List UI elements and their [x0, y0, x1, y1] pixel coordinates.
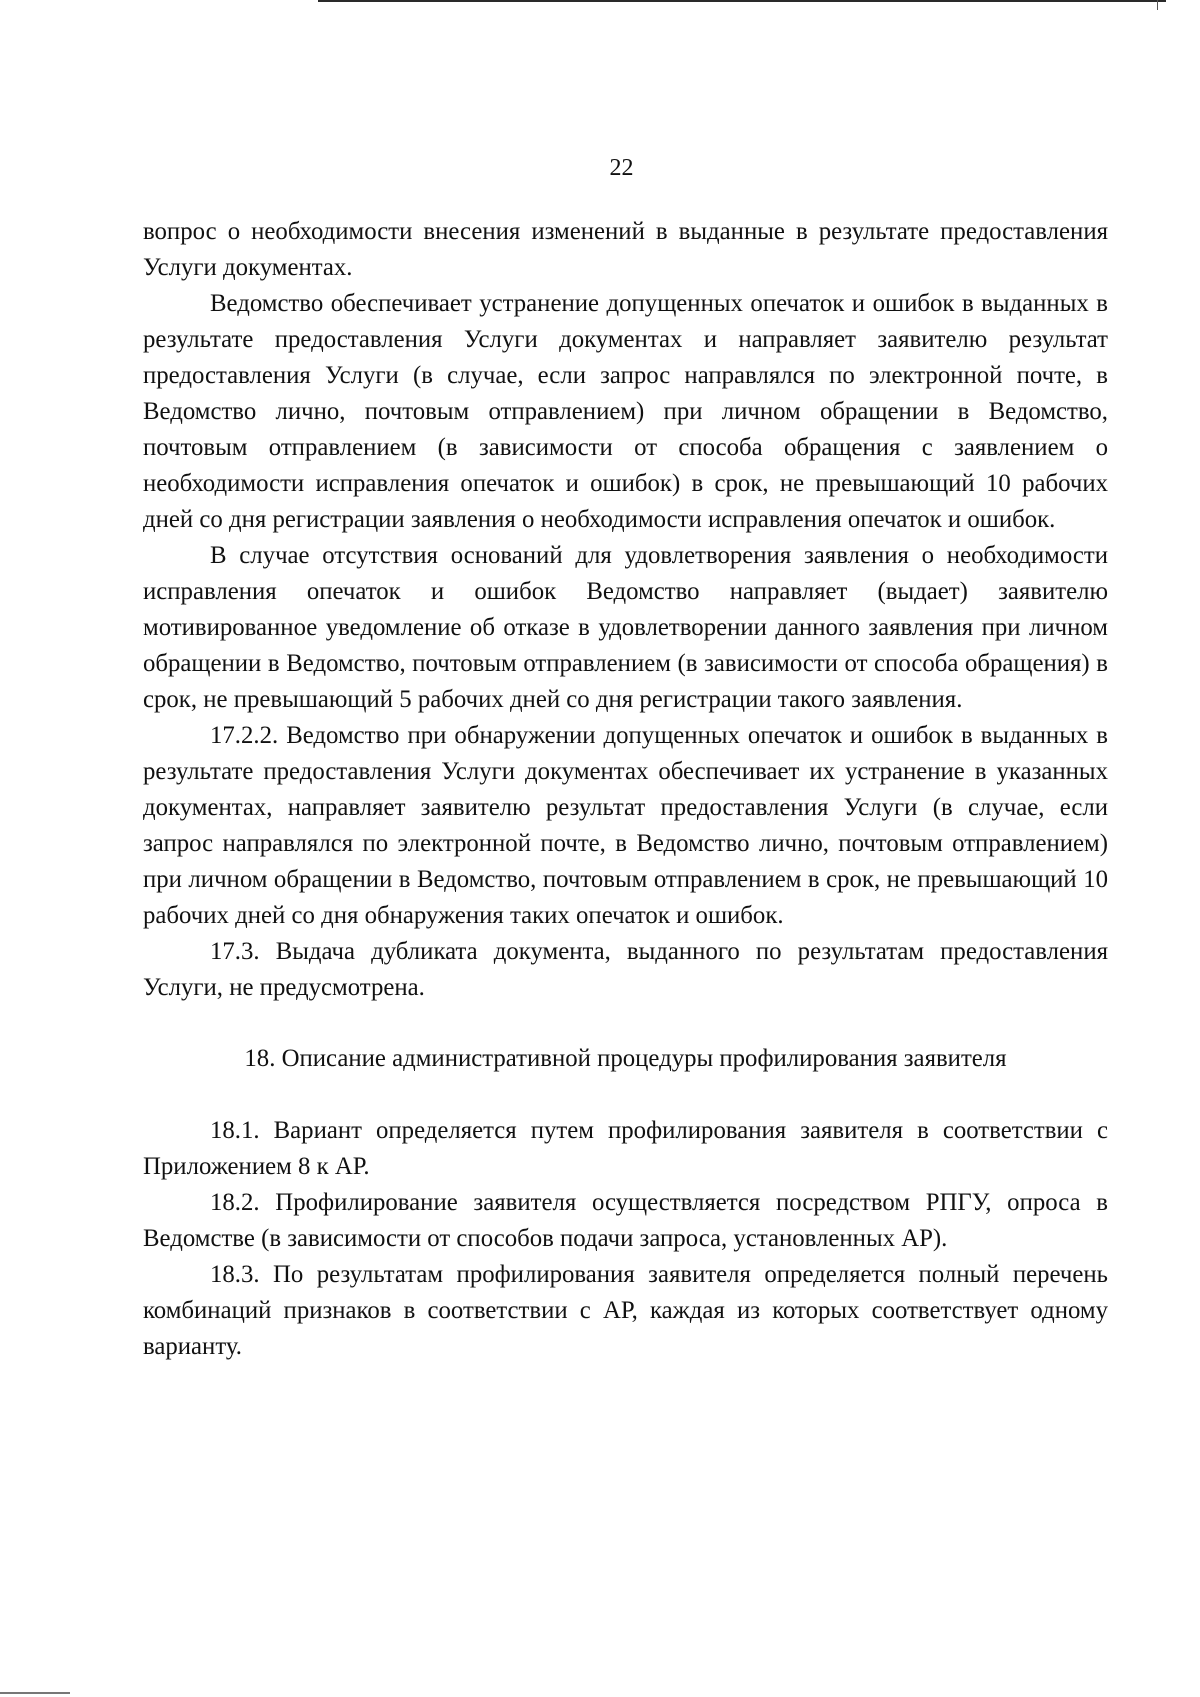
paragraph-refusal: В случае отсутствия оснований для удовлетворения заявления о необходимости исправления опечаток и ошибок Ведомство направляет (выдает) заявителю мотивированное уведомление об отказе в удовлетворении данного заявления при личном обращении в Ведомство, почтовым отправлением (в зависимости от способа обращения) в срок, не превышающий 5 рабочих дней со дня регистрации такого заявления. — [143, 542, 1108, 713]
paragraph-18-1: 18.1. Вариант определяется путем профилирования заявителя в соответствии с Приложением 8 к АР. — [143, 1117, 1108, 1180]
paragraph-18-2: 18.2. Профилирование заявителя осуществляется посредством РПГУ, опроса в Ведомстве (в зависимости от способов подачи запроса, установленных АР). — [143, 1189, 1108, 1252]
paragraph-18-3: 18.3. По результатам профилирования заявителя определяется полный перечень комбинаций признаков в соответствии с АР, каждая из которых соответствует одному варианту. — [143, 1261, 1108, 1360]
section-18-heading: 18. Описание административной процедуры профилирования заявителя — [244, 1045, 1007, 1072]
paragraph-17-2-2: 17.2.2. Ведомство при обнаружении допущенных опечаток и ошибок в выданных в результате предоставления Услуги документах обеспечивает их устранение в указанных документах, направляет заявителю результат предоставления Услуги (в случае, если запрос направлялся по электронной почте, в Ведомство лично, почтовым отправлением) при личном обращении в Ведомство, почтовым отправлением в срок, не превышающий 10 рабочих дней со дня обнаружения таких опечаток и ошибок. — [143, 722, 1108, 929]
paragraph-17-3: 17.3. Выдача дубликата документа, выданного по результатам предоставления Услуги, не предусмотрена. — [143, 938, 1108, 1001]
page-number: 22 — [609, 155, 634, 181]
scan-edge-bottom — [0, 1692, 70, 1694]
document-body — [143, 214, 1108, 1365]
scan-edge-top — [318, 0, 1166, 2]
scan-edge-right — [1157, 0, 1158, 10]
paragraph-corrections: Ведомство обеспечивает устранение допущенных опечаток и ошибок в выданных в результате предоставления Услуги документах и направляет заявителю результат предоставления Услуги (в случае, если запрос направлялся по электронной почте, в Ведомство лично, почтовым отправлением) при личном обращении в Ведомство, почтовым отправлением (в зависимости от способа обращения с заявлением о необходимости исправления опечаток и ошибок) в срок, не превышающий 10 рабочих дней со дня регистрации заявления о необходимости исправления опечаток и ошибок. — [143, 290, 1108, 533]
paragraph-continuation: вопрос о необходимости внесения изменений в выданные в результате предоставления Услуги документах. — [143, 218, 1108, 281]
